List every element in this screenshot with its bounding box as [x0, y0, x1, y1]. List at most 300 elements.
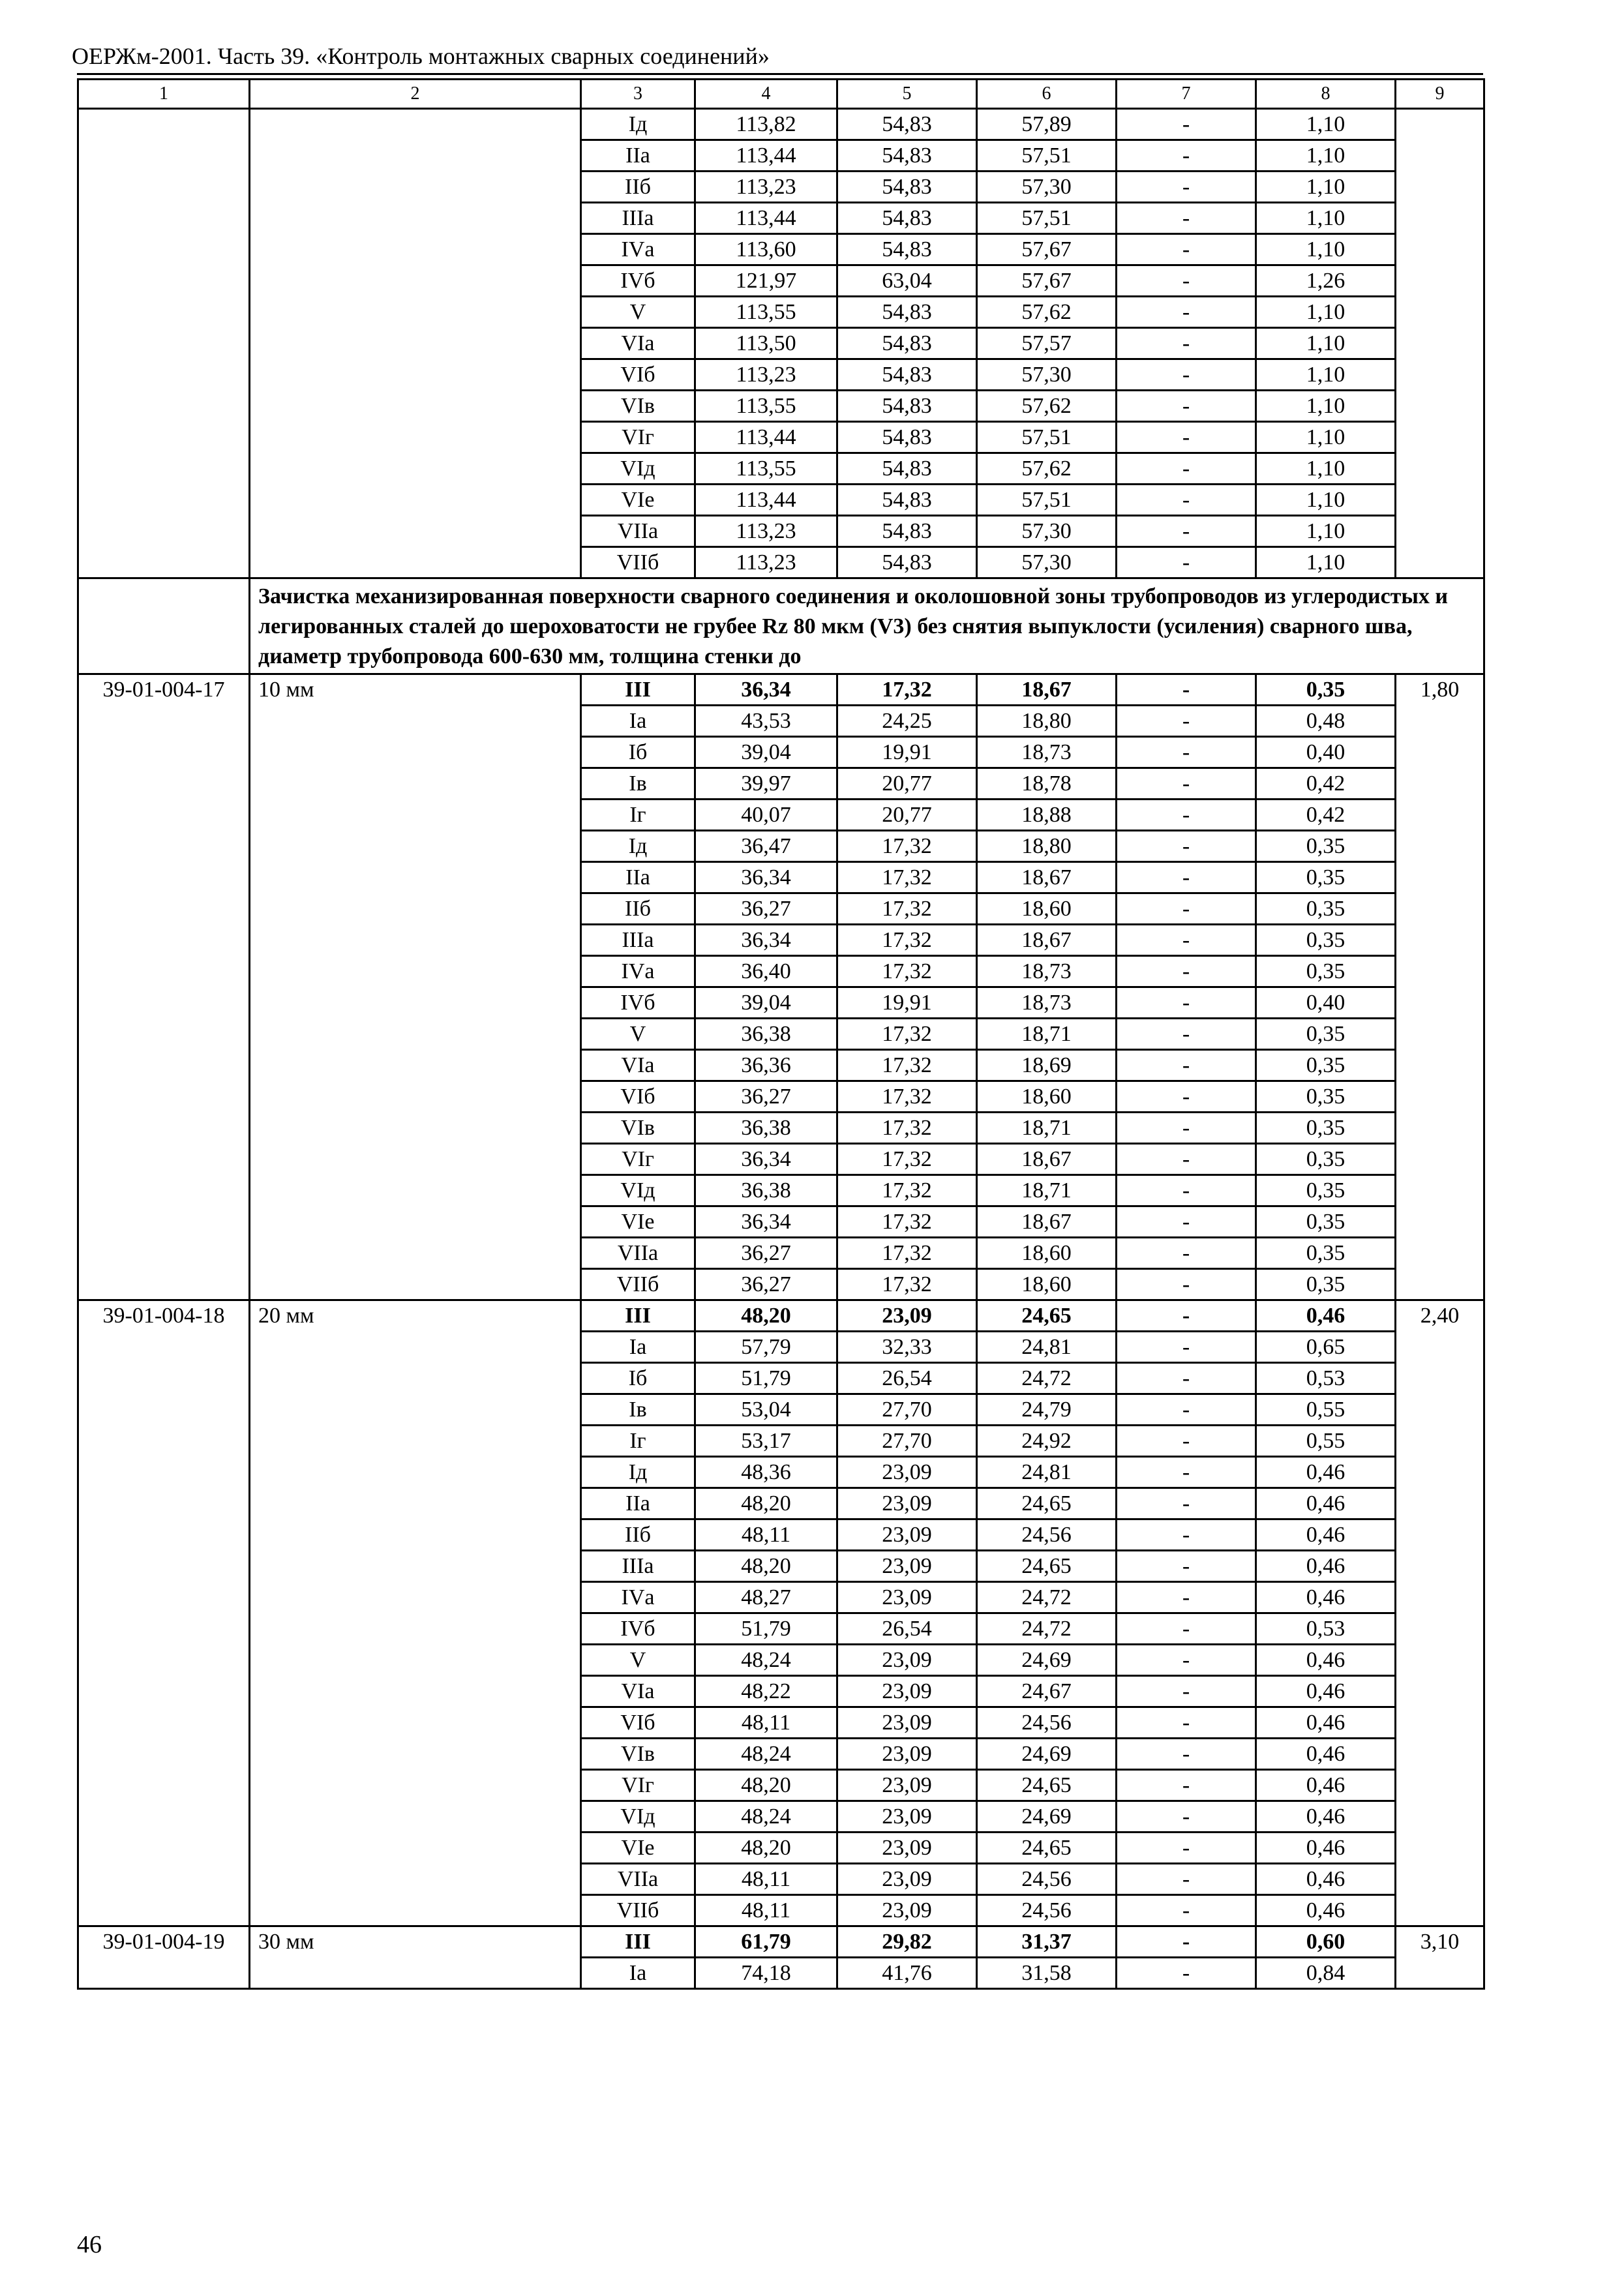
zone-cell: VIв	[581, 1113, 695, 1144]
value-cell: 18,67	[977, 1144, 1117, 1175]
value-cell: -	[1117, 547, 1256, 578]
value-cell: 54,83	[837, 485, 977, 516]
value-cell: 18,78	[977, 768, 1117, 800]
value-cell: 0,84	[1256, 1958, 1396, 1989]
section-code-empty	[78, 578, 250, 674]
zone-cell: V	[581, 1645, 695, 1676]
zone-cell: Iв	[581, 768, 695, 800]
section-title: Зачистка механизированная поверхности сварного соединения и околошовной зоны трубопроводов из углеродистых и легированных сталей до шероховатости не грубее Rz 80 мкм (V3) без снятия выпуклости (усиления) сварного шва, диаметр трубопровода 600-630 мм, толщина стенки до	[250, 578, 1484, 674]
value-cell: 24,56	[977, 1895, 1117, 1926]
header-rule	[77, 73, 1483, 75]
value-cell: 23,09	[837, 1801, 977, 1833]
value-cell: 0,42	[1256, 768, 1396, 800]
value-cell: 1,10	[1256, 485, 1396, 516]
value-cell: 121,97	[695, 265, 837, 297]
value-cell: 18,60	[977, 893, 1117, 925]
value-cell: 57,51	[977, 485, 1117, 516]
value-cell: 23,09	[837, 1864, 977, 1895]
value-cell: 57,57	[977, 328, 1117, 359]
value-cell: 17,32	[837, 1113, 977, 1144]
value-cell: 17,32	[837, 1081, 977, 1113]
value-cell: 36,38	[695, 1113, 837, 1144]
value-cell: 113,44	[695, 422, 837, 453]
value-cell: 18,73	[977, 737, 1117, 768]
value-cell: 54,83	[837, 140, 977, 172]
value-cell: 113,55	[695, 453, 837, 485]
value-cell: 18,71	[977, 1019, 1117, 1050]
zone-cell: Iа	[581, 706, 695, 737]
value-cell: -	[1117, 768, 1256, 800]
value-cell: 31,37	[977, 1926, 1117, 1958]
value-cell: -	[1117, 1019, 1256, 1050]
column-number: 9	[1396, 80, 1484, 109]
value-cell: 51,79	[695, 1363, 837, 1394]
value-cell: 26,54	[837, 1613, 977, 1645]
zone-cell: Iа	[581, 1958, 695, 1989]
value-cell: 24,72	[977, 1363, 1117, 1394]
zone-cell: IVб	[581, 1613, 695, 1645]
value-cell: 0,35	[1256, 1081, 1396, 1113]
value-cell: -	[1117, 1332, 1256, 1363]
value-cell: 57,51	[977, 140, 1117, 172]
value-cell: -	[1117, 831, 1256, 862]
value-cell: 20,77	[837, 800, 977, 831]
value-cell: 24,81	[977, 1457, 1117, 1488]
code-cell-empty	[78, 109, 250, 578]
value-cell: 17,32	[837, 1144, 977, 1175]
value-cell: 24,69	[977, 1801, 1117, 1833]
value-cell: 18,73	[977, 956, 1117, 987]
value-cell: 23,09	[837, 1707, 977, 1739]
zone-cell: IIб	[581, 172, 695, 203]
value-cell: -	[1117, 800, 1256, 831]
zone-cell: IIIа	[581, 1551, 695, 1582]
value-cell: 0,46	[1256, 1488, 1396, 1519]
value-cell: -	[1117, 1206, 1256, 1238]
value-cell: -	[1117, 1050, 1256, 1081]
description-cell-empty	[250, 109, 581, 578]
value-cell: 23,09	[837, 1739, 977, 1770]
value-cell: -	[1117, 956, 1256, 987]
value-cell: 18,67	[977, 1206, 1117, 1238]
value-cell: 18,80	[977, 706, 1117, 737]
value-cell: -	[1117, 1676, 1256, 1707]
value-cell: 0,46	[1256, 1864, 1396, 1895]
value-cell: 113,23	[695, 547, 837, 578]
value-cell: 1,10	[1256, 328, 1396, 359]
zone-cell: III	[581, 1300, 695, 1332]
value-cell: 18,73	[977, 987, 1117, 1019]
value-cell: 0,35	[1256, 1269, 1396, 1300]
value-cell: 24,67	[977, 1676, 1117, 1707]
zone-cell: VIд	[581, 1175, 695, 1206]
zone-cell: IVа	[581, 956, 695, 987]
value-cell: -	[1117, 674, 1256, 706]
value-cell: 1,10	[1256, 109, 1396, 140]
value-cell: 26,54	[837, 1363, 977, 1394]
value-cell: 0,40	[1256, 737, 1396, 768]
value-cell: 19,91	[837, 737, 977, 768]
value-cell: 48,20	[695, 1488, 837, 1519]
value-cell: 0,46	[1256, 1895, 1396, 1926]
value-cell: 74,18	[695, 1958, 837, 1989]
value-cell: 24,56	[977, 1707, 1117, 1739]
value-cell: 43,53	[695, 706, 837, 737]
value-cell: 1,10	[1256, 453, 1396, 485]
zone-cell: IIб	[581, 893, 695, 925]
value-cell: 57,62	[977, 391, 1117, 422]
value-cell: 41,76	[837, 1958, 977, 1989]
value-cell: 113,82	[695, 109, 837, 140]
value-cell: -	[1117, 987, 1256, 1019]
value-cell: 23,09	[837, 1582, 977, 1613]
value-cell: 54,83	[837, 359, 977, 391]
zone-cell: VIг	[581, 1144, 695, 1175]
value-cell: 1,26	[1256, 265, 1396, 297]
value-cell: 24,79	[977, 1394, 1117, 1426]
value-cell: 17,32	[837, 862, 977, 893]
value-cell: 48,24	[695, 1801, 837, 1833]
value-cell: 17,32	[837, 1019, 977, 1050]
value-cell: 0,35	[1256, 862, 1396, 893]
value-cell: 57,89	[977, 109, 1117, 140]
value-cell: 19,91	[837, 987, 977, 1019]
value-cell: 39,04	[695, 737, 837, 768]
zone-cell: VIIб	[581, 1895, 695, 1926]
value-cell: 0,46	[1256, 1707, 1396, 1739]
value-cell: 24,65	[977, 1551, 1117, 1582]
value-cell: 0,46	[1256, 1739, 1396, 1770]
zone-cell: VIг	[581, 422, 695, 453]
value-cell: 36,27	[695, 1238, 837, 1269]
value-cell: 57,79	[695, 1332, 837, 1363]
value-cell: 0,46	[1256, 1300, 1396, 1332]
zone-cell: Iг	[581, 800, 695, 831]
value-cell: 57,67	[977, 265, 1117, 297]
column-number: 1	[78, 80, 250, 109]
zone-cell: IIа	[581, 1488, 695, 1519]
value-cell: 24,65	[977, 1770, 1117, 1801]
value-cell: 27,70	[837, 1426, 977, 1457]
column-number: 2	[250, 80, 581, 109]
value-cell: 29,82	[837, 1926, 977, 1958]
value-cell: 23,09	[837, 1676, 977, 1707]
labor-norm: 2,40	[1396, 1300, 1484, 1926]
zone-cell: Iд	[581, 1457, 695, 1488]
value-cell: 23,09	[837, 1519, 977, 1551]
value-cell: 0,35	[1256, 1206, 1396, 1238]
zone-cell: IVб	[581, 987, 695, 1019]
value-cell: 0,60	[1256, 1926, 1396, 1958]
value-cell: 48,11	[695, 1864, 837, 1895]
zone-cell: VIа	[581, 1676, 695, 1707]
zone-cell: IVб	[581, 265, 695, 297]
column-number: 7	[1117, 80, 1256, 109]
value-cell: 48,36	[695, 1457, 837, 1488]
value-cell: 0,35	[1256, 1175, 1396, 1206]
value-cell: 24,65	[977, 1300, 1117, 1332]
value-cell: 48,11	[695, 1895, 837, 1926]
value-cell: -	[1117, 265, 1256, 297]
value-cell: 0,46	[1256, 1801, 1396, 1833]
value-cell: 36,34	[695, 862, 837, 893]
value-cell: 0,55	[1256, 1426, 1396, 1457]
value-cell: 17,32	[837, 925, 977, 956]
zone-cell: IVа	[581, 234, 695, 265]
column-number: 5	[837, 80, 977, 109]
zone-cell: IIа	[581, 140, 695, 172]
value-cell: 57,30	[977, 547, 1117, 578]
value-cell: 0,53	[1256, 1613, 1396, 1645]
value-cell: 36,27	[695, 893, 837, 925]
value-cell: 57,67	[977, 234, 1117, 265]
zone-cell: IIIа	[581, 203, 695, 234]
value-cell: 36,34	[695, 1206, 837, 1238]
value-cell: 27,70	[837, 1394, 977, 1426]
value-cell: -	[1117, 453, 1256, 485]
value-cell: 0,53	[1256, 1363, 1396, 1394]
value-cell: 53,17	[695, 1426, 837, 1457]
value-cell: 36,27	[695, 1081, 837, 1113]
value-cell: -	[1117, 1488, 1256, 1519]
value-cell: 1,10	[1256, 172, 1396, 203]
value-cell: 113,44	[695, 203, 837, 234]
zone-cell: Iв	[581, 1394, 695, 1426]
value-cell: -	[1117, 893, 1256, 925]
zone-cell: VIд	[581, 1801, 695, 1833]
value-cell: 54,83	[837, 203, 977, 234]
value-cell: 0,46	[1256, 1519, 1396, 1551]
value-cell: -	[1117, 1300, 1256, 1332]
value-cell: 24,72	[977, 1582, 1117, 1613]
value-cell: 1,10	[1256, 547, 1396, 578]
value-cell: -	[1117, 1739, 1256, 1770]
value-cell: 24,92	[977, 1426, 1117, 1457]
zone-cell: VIе	[581, 485, 695, 516]
value-cell: 1,10	[1256, 140, 1396, 172]
value-cell: -	[1117, 297, 1256, 328]
zone-cell: VIIа	[581, 516, 695, 547]
value-cell: 0,35	[1256, 925, 1396, 956]
value-cell: 23,09	[837, 1488, 977, 1519]
value-cell: 54,83	[837, 172, 977, 203]
value-cell: -	[1117, 1801, 1256, 1833]
value-cell: 18,60	[977, 1238, 1117, 1269]
value-cell: -	[1117, 485, 1256, 516]
value-cell: -	[1117, 109, 1256, 140]
value-cell: -	[1117, 328, 1256, 359]
value-cell: 0,35	[1256, 831, 1396, 862]
value-cell: 23,09	[837, 1551, 977, 1582]
value-cell: 48,24	[695, 1739, 837, 1770]
value-cell: 17,32	[837, 674, 977, 706]
value-cell: -	[1117, 862, 1256, 893]
value-cell: -	[1117, 1426, 1256, 1457]
value-cell: -	[1117, 1269, 1256, 1300]
value-cell: 32,33	[837, 1332, 977, 1363]
value-cell: 1,10	[1256, 297, 1396, 328]
zone-cell: III	[581, 674, 695, 706]
column-number: 4	[695, 80, 837, 109]
zone-cell: IVа	[581, 1582, 695, 1613]
value-cell: 23,09	[837, 1833, 977, 1864]
zone-cell: IIа	[581, 862, 695, 893]
zone-cell: III	[581, 1926, 695, 1958]
table-row	[78, 1300, 1484, 1332]
value-cell: 18,71	[977, 1113, 1117, 1144]
zone-cell: VIв	[581, 391, 695, 422]
value-cell: 57,62	[977, 297, 1117, 328]
value-cell: 18,69	[977, 1050, 1117, 1081]
value-cell: -	[1117, 737, 1256, 768]
value-cell: 17,32	[837, 831, 977, 862]
column-number: 3	[581, 80, 695, 109]
value-cell: -	[1117, 1551, 1256, 1582]
value-cell: 23,09	[837, 1770, 977, 1801]
zone-cell: VIе	[581, 1206, 695, 1238]
value-cell: 57,62	[977, 453, 1117, 485]
zone-cell: VIб	[581, 1707, 695, 1739]
value-cell: 48,22	[695, 1676, 837, 1707]
value-cell: 24,69	[977, 1645, 1117, 1676]
value-cell: 18,60	[977, 1081, 1117, 1113]
value-cell: 54,83	[837, 391, 977, 422]
value-cell: 54,83	[837, 516, 977, 547]
value-cell: -	[1117, 1144, 1256, 1175]
zone-cell: VIа	[581, 1050, 695, 1081]
value-cell: 23,09	[837, 1457, 977, 1488]
labor-norm: 1,80	[1396, 674, 1484, 1300]
zone-cell: Iа	[581, 1332, 695, 1363]
value-cell: 23,09	[837, 1645, 977, 1676]
value-cell: -	[1117, 1519, 1256, 1551]
value-cell: 20,77	[837, 768, 977, 800]
value-cell: 0,48	[1256, 706, 1396, 737]
value-cell: 36,38	[695, 1019, 837, 1050]
value-cell: 36,34	[695, 925, 837, 956]
value-cell: -	[1117, 359, 1256, 391]
value-cell: 48,11	[695, 1519, 837, 1551]
value-cell: 24,72	[977, 1613, 1117, 1645]
zone-cell: VIг	[581, 1770, 695, 1801]
value-cell: 0,42	[1256, 800, 1396, 831]
column-number: 8	[1256, 80, 1396, 109]
value-cell: -	[1117, 1645, 1256, 1676]
norm-cell-empty	[1396, 109, 1484, 578]
value-cell: 36,40	[695, 956, 837, 987]
value-cell: 113,23	[695, 516, 837, 547]
value-cell: -	[1117, 1081, 1256, 1113]
value-cell: 61,79	[695, 1926, 837, 1958]
value-cell: 18,67	[977, 862, 1117, 893]
rate-description: 30 мм	[250, 1926, 581, 1989]
value-cell: 113,55	[695, 391, 837, 422]
value-cell: 0,46	[1256, 1582, 1396, 1613]
value-cell: 18,67	[977, 674, 1117, 706]
value-cell: -	[1117, 1363, 1256, 1394]
rate-code: 39-01-004-19	[78, 1926, 250, 1989]
value-cell: 18,88	[977, 800, 1117, 831]
zone-cell: VIв	[581, 1739, 695, 1770]
value-cell: 1,10	[1256, 203, 1396, 234]
value-cell: -	[1117, 706, 1256, 737]
value-cell: -	[1117, 925, 1256, 956]
value-cell: 113,23	[695, 359, 837, 391]
value-cell: 24,81	[977, 1332, 1117, 1363]
value-cell: 36,27	[695, 1269, 837, 1300]
value-cell: 113,44	[695, 140, 837, 172]
value-cell: 1,10	[1256, 422, 1396, 453]
value-cell: -	[1117, 1613, 1256, 1645]
value-cell: 40,07	[695, 800, 837, 831]
value-cell: 24,56	[977, 1864, 1117, 1895]
value-cell: 48,20	[695, 1770, 837, 1801]
rates-table	[77, 78, 1485, 1990]
value-cell: 18,67	[977, 925, 1117, 956]
value-cell: -	[1117, 1770, 1256, 1801]
column-numbers-row	[78, 80, 1484, 109]
value-cell: -	[1117, 234, 1256, 265]
value-cell: 0,35	[1256, 893, 1396, 925]
zone-cell: VIе	[581, 1833, 695, 1864]
value-cell: 18,71	[977, 1175, 1117, 1206]
value-cell: 18,80	[977, 831, 1117, 862]
rate-code: 39-01-004-17	[78, 674, 250, 1300]
value-cell: 23,09	[837, 1895, 977, 1926]
value-cell: 0,46	[1256, 1645, 1396, 1676]
value-cell: 54,83	[837, 109, 977, 140]
value-cell: 0,40	[1256, 987, 1396, 1019]
value-cell: 113,44	[695, 485, 837, 516]
value-cell: -	[1117, 1958, 1256, 1989]
value-cell: -	[1117, 1238, 1256, 1269]
value-cell: 0,35	[1256, 1113, 1396, 1144]
column-number: 6	[977, 80, 1117, 109]
value-cell: 113,50	[695, 328, 837, 359]
value-cell: 39,97	[695, 768, 837, 800]
zone-cell: VIд	[581, 453, 695, 485]
value-cell: 1,10	[1256, 391, 1396, 422]
table-row	[78, 1926, 1484, 1958]
value-cell: 0,35	[1256, 1050, 1396, 1081]
page-header: ОЕРЖм-2001. Часть 39. «Контроль монтажных сварных соединений»	[72, 43, 770, 69]
value-cell: 17,32	[837, 1206, 977, 1238]
zone-cell: VIб	[581, 1081, 695, 1113]
value-cell: -	[1117, 1895, 1256, 1926]
labor-norm: 3,10	[1396, 1926, 1484, 1989]
value-cell: 1,10	[1256, 516, 1396, 547]
value-cell: 113,60	[695, 234, 837, 265]
value-cell: 24,65	[977, 1833, 1117, 1864]
value-cell: 0,65	[1256, 1332, 1396, 1363]
value-cell: 57,30	[977, 359, 1117, 391]
value-cell: 48,20	[695, 1300, 837, 1332]
value-cell: 17,32	[837, 956, 977, 987]
rate-code: 39-01-004-18	[78, 1300, 250, 1926]
zone-cell: VIIа	[581, 1238, 695, 1269]
value-cell: -	[1117, 1394, 1256, 1426]
zone-cell: V	[581, 1019, 695, 1050]
value-cell: 24,25	[837, 706, 977, 737]
value-cell: -	[1117, 172, 1256, 203]
value-cell: 17,32	[837, 1175, 977, 1206]
value-cell: 113,55	[695, 297, 837, 328]
value-cell: -	[1117, 1582, 1256, 1613]
table-row	[78, 109, 1484, 140]
value-cell: 24,69	[977, 1739, 1117, 1770]
value-cell: 36,47	[695, 831, 837, 862]
value-cell: 0,46	[1256, 1770, 1396, 1801]
